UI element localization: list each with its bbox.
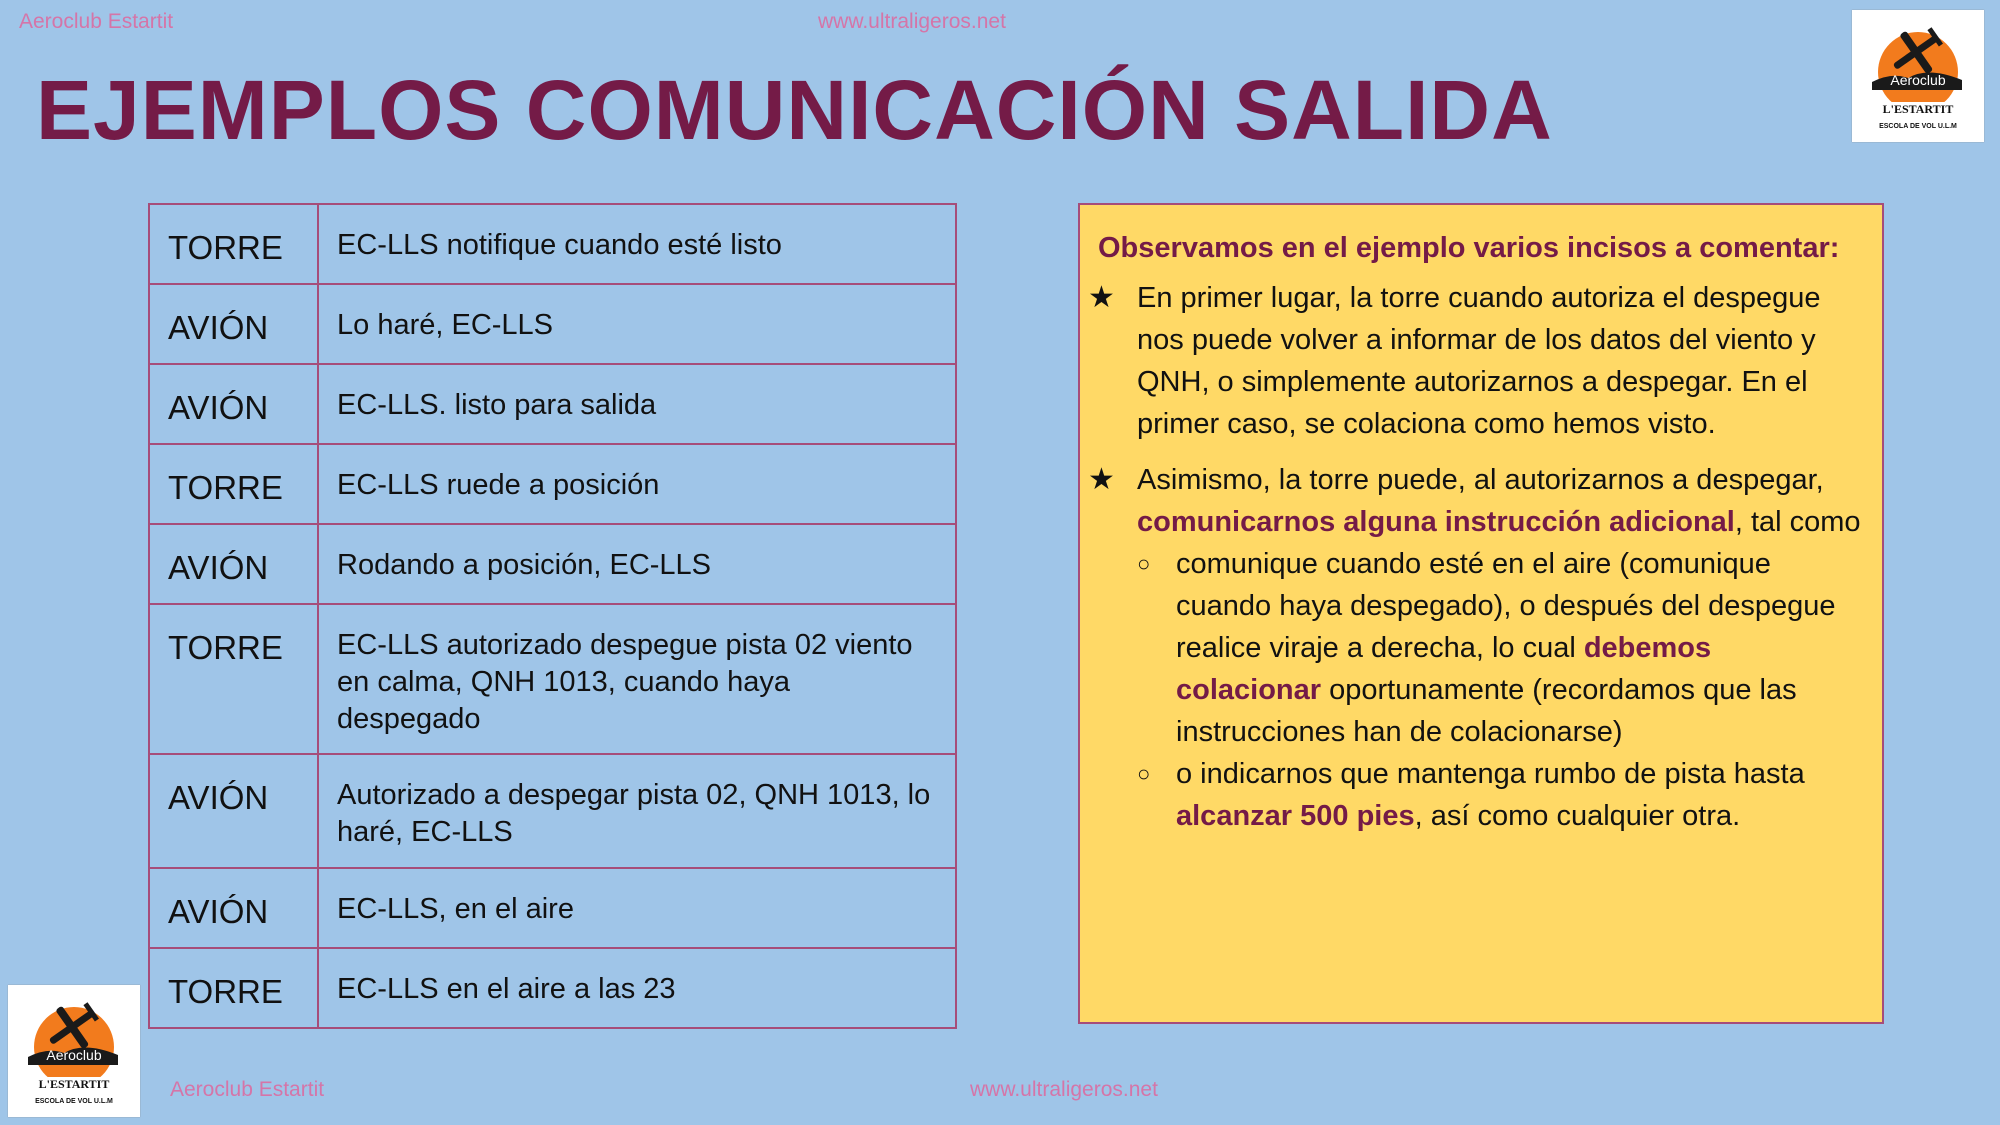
logo-tagline: ESCOLA DE VOL U.L.M <box>35 1098 113 1105</box>
table-row <box>149 948 956 1028</box>
logo-name: Aeroclub <box>1890 72 1946 88</box>
list-item <box>1088 277 1864 445</box>
table-row <box>149 754 956 868</box>
point-text: En primer lugar, la torre cuando autoriza el despegue nos puede volver a informar de los datos del viento y QNH, o simplemente autorizarnos a despegar. En el primer caso, se colaciona como hemos visto. <box>1137 282 1821 440</box>
logo-club: L'ESTARTIT <box>1882 102 1954 116</box>
message-cell: EC-LLS ruede a posición <box>318 444 956 524</box>
plane-over-sunset-icon <box>8 985 140 1117</box>
plane-over-sunset-icon <box>1852 10 1984 142</box>
club-logo-bottom <box>8 985 140 1117</box>
sub-text: , así como cualquier otra. <box>1414 800 1741 832</box>
sub-list <box>1137 543 1864 837</box>
point-text: Asimismo, la torre puede, al autorizarnos a despegar, <box>1137 464 1824 496</box>
message-cell: EC-LLS notifique cuando esté listo <box>318 204 956 284</box>
speaker-cell: TORRE <box>149 604 318 754</box>
point-text: , tal como <box>1734 506 1861 538</box>
message-cell: EC-LLS autorizado despegue pista 02 viento en calma, QNH 1013, cuando haya despegado <box>318 604 956 754</box>
highlight-text: alcanzar 500 pies <box>1176 800 1415 832</box>
club-logo-top <box>1852 10 1984 142</box>
highlight-text: comunicarnos alguna instrucción adicional <box>1137 506 1735 538</box>
table-row <box>149 524 956 604</box>
table-row <box>149 204 956 284</box>
speaker-cell: AVIÓN <box>149 754 318 868</box>
table-row <box>149 364 956 444</box>
sub-list-item <box>1137 543 1864 753</box>
speaker-cell: TORRE <box>149 444 318 524</box>
speaker-cell: AVIÓN <box>149 868 318 948</box>
message-cell: EC-LLS. listo para salida <box>318 364 956 444</box>
star-bullet-icon: ★ <box>1088 281 1115 314</box>
circle-bullet-icon: ○ <box>1137 761 1151 786</box>
star-bullet-icon: ★ <box>1088 463 1115 496</box>
logo-tagline: ESCOLA DE VOL U.L.M <box>1879 123 1957 130</box>
sub-list-item <box>1137 753 1864 837</box>
header-website-link[interactable]: www.ultraligeros.net <box>818 10 1006 33</box>
footer-website-link[interactable]: www.ultraligeros.net <box>970 1078 1158 1101</box>
message-cell: EC-LLS, en el aire <box>318 868 956 948</box>
notes-intro: Observamos en el ejemplo varios incisos a comentar: <box>1098 232 1840 264</box>
speaker-cell: AVIÓN <box>149 524 318 604</box>
header-club-name: Aeroclub Estartit <box>19 10 174 33</box>
communications-table <box>148 203 957 1029</box>
speaker-cell: AVIÓN <box>149 364 318 444</box>
logo-club: L'ESTARTIT <box>38 1077 110 1091</box>
speaker-cell: AVIÓN <box>149 284 318 364</box>
page-title: EJEMPLOS COMUNICACIÓN SALIDA <box>36 63 1553 157</box>
table-row <box>149 604 956 754</box>
message-cell: EC-LLS en el aire a las 23 <box>318 948 956 1028</box>
sub-text: comunique cuando esté en el aire (comunique cuando haya despegado), o después del despegue realice viraje a derecha, lo cual <box>1176 548 1836 664</box>
logo-name: Aeroclub <box>46 1047 102 1063</box>
sub-text: o indicarnos que mantenga rumbo de pista hasta <box>1176 758 1805 790</box>
circle-bullet-icon: ○ <box>1137 551 1151 576</box>
notes-list <box>1088 277 1864 837</box>
notes-box <box>1078 203 1884 1024</box>
highlight-text: debemos colacionar <box>1176 632 1712 706</box>
message-cell: Rodando a posición, EC-LLS <box>318 524 956 604</box>
speaker-cell: TORRE <box>149 204 318 284</box>
table-row <box>149 444 956 524</box>
footer-club-name: Aeroclub Estartit <box>170 1078 325 1101</box>
list-item <box>1088 459 1864 837</box>
message-cell: Autorizado a despegar pista 02, QNH 1013, lo haré, EC-LLS <box>318 754 956 868</box>
speaker-cell: TORRE <box>149 948 318 1028</box>
sub-text: oportunamente (recordamos que las instrucciones han de colacionarse) <box>1176 674 1797 748</box>
table-row <box>149 284 956 364</box>
table-row <box>149 868 956 948</box>
message-cell: Lo haré, EC-LLS <box>318 284 956 364</box>
